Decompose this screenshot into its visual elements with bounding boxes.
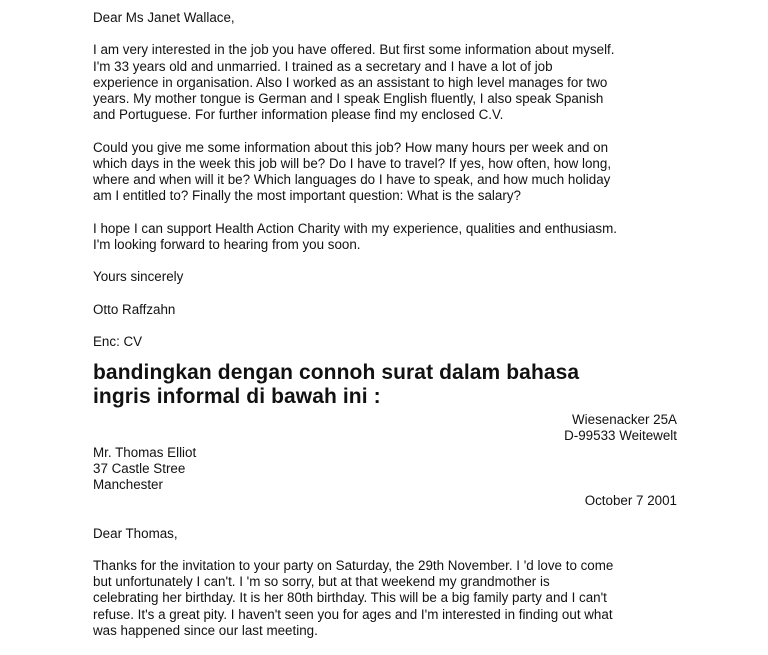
informal-letter: [93, 412, 677, 639]
formal-paragraph-2: [93, 140, 677, 205]
text-line: I hope I can support Health Action Charity with my experience, qualities and enthusiasm.: [93, 220, 618, 236]
address-line: Wiesenacker 25A: [572, 412, 677, 428]
address-line: D-99533 Weitewelt: [564, 428, 677, 444]
address-line: 37 Castle Stree: [93, 460, 186, 476]
letter-date: October 7 2001: [584, 493, 677, 509]
text-line: I'm 33 years old and unmarried. I trained as a secretary and I have a lot of job: [93, 58, 553, 74]
text-line: was happened since our last meeting.: [93, 622, 318, 638]
text-line: years. My mother tongue is German and I speak English fluently, I also speak Spanish: [93, 91, 604, 106]
address-line: Manchester: [93, 476, 163, 492]
text-line: Thanks for the invitation to your party on Saturday, the 29th November. I 'd love to come: [93, 557, 614, 573]
sender-address: [93, 412, 677, 444]
text-line: refuse. It's a great pity. I haven't seen you for ages and I'm interested in finding out what: [93, 606, 613, 622]
text-line: experience in organisation. Also I worked as an assistant to high level manages for two: [93, 74, 608, 90]
formal-greeting: Dear Ms Janet Wallace,: [93, 10, 235, 25]
formal-closing: Yours sincerely: [93, 269, 184, 285]
text-line: am I entitled to? Finally the most important question: What is the salary?: [93, 188, 521, 204]
section-heading: [93, 360, 677, 408]
formal-letter: [93, 10, 677, 350]
text-line: but unfortunately I can't. I 'm so sorry, but at that weekend my grandmother is: [93, 574, 550, 590]
recipient-address: [93, 445, 677, 494]
informal-greeting: Dear Thomas,: [93, 525, 178, 541]
formal-enclosure: Enc: CV: [93, 333, 143, 349]
text-line: I'm looking forward to hearing from you soon.: [93, 236, 361, 252]
text-line: where and when will it be? Which languages do I have to speak, and how much holiday: [93, 172, 611, 187]
text-line: celebrating her birthday. It is her 80th birthday. This will be a big family party and I can't: [93, 590, 607, 606]
address-line: Mr. Thomas Elliot: [93, 444, 197, 460]
formal-paragraph-3: [93, 221, 677, 253]
heading-line: ingris informal di bawah ini :: [93, 385, 381, 409]
text-line: I am very interested in the job you have offered. But first some information about myself.: [93, 42, 615, 58]
formal-signature: Otto Raffzahn: [93, 301, 176, 317]
formal-paragraph-1: [93, 42, 677, 123]
informal-paragraph-1: [93, 558, 677, 639]
text-line: Could you give me some information about this job? How many hours per week and on: [93, 139, 609, 155]
text-line: and Portuguese. For further information please find my enclosed C.V.: [93, 107, 504, 123]
document-page: [93, 10, 677, 655]
text-line: which days in the week this job will be? Do I have to travel? If yes, how often, how long,: [93, 155, 612, 171]
heading-line: bandingkan dengan connoh surat dalam bahasa: [93, 361, 580, 385]
